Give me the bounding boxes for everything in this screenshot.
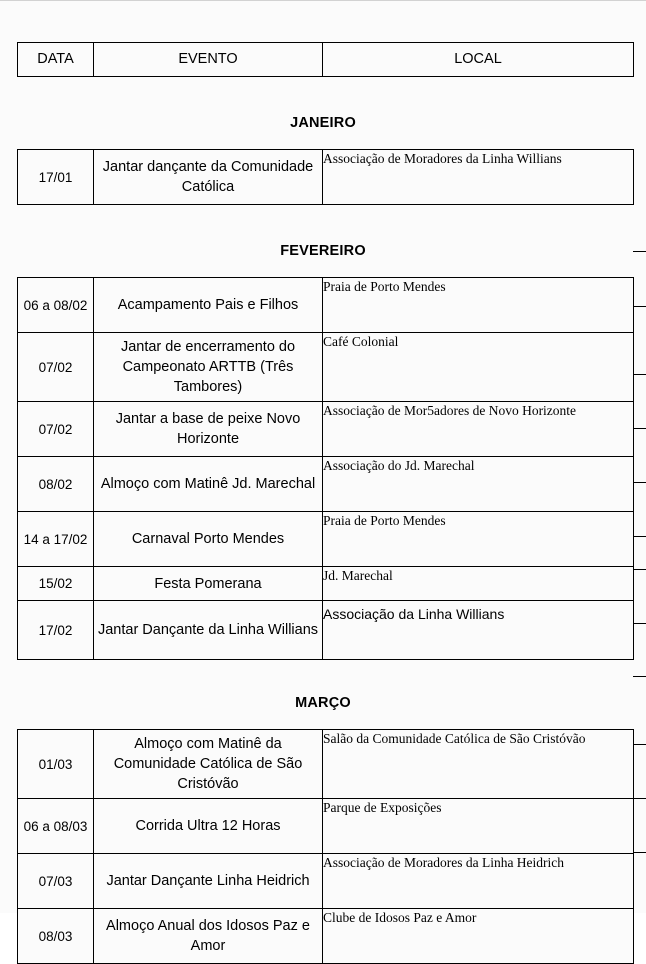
bleed-rule	[633, 569, 646, 570]
janeiro-title-spacer	[0, 131, 646, 149]
month-heading-janeiro: JANEIRO	[290, 115, 356, 131]
cell-date: 15/02	[18, 567, 94, 601]
bleed-rule	[633, 676, 646, 677]
cell-date: 06 a 08/03	[18, 799, 94, 854]
cell-date: 07/02	[18, 333, 94, 402]
cell-event: Jantar de encerramento do Campeonato ARTTB (Três Tambores)	[94, 333, 323, 402]
table-row	[18, 799, 634, 854]
table-row	[18, 909, 634, 964]
cell-event: Almoço com Matinê da Comunidade Católica de São Cristóvão	[94, 730, 323, 799]
bleed-rule	[633, 374, 646, 375]
bleed-rule	[633, 744, 646, 745]
table-row	[18, 402, 634, 457]
cell-date: 01/03	[18, 730, 94, 799]
cell-local: Parque de Exposições	[323, 799, 634, 854]
fevereiro-title-spacer	[0, 259, 646, 277]
fevereiro-marco-spacer	[0, 660, 646, 695]
month-table-marco	[17, 729, 634, 964]
table-row	[18, 150, 634, 205]
cell-date: 17/01	[18, 150, 94, 205]
bleed-rule	[633, 251, 646, 252]
bleed-rule	[633, 623, 646, 624]
cell-date: 06 a 08/02	[18, 278, 94, 333]
cell-date: 08/02	[18, 457, 94, 512]
table-row	[18, 854, 634, 909]
marco-title-spacer	[0, 711, 646, 729]
table-row	[18, 278, 634, 333]
cell-local: Salão da Comunidade Católica de São Cristóvão	[323, 730, 634, 799]
month-table-fevereiro	[17, 277, 634, 660]
cell-local: Associação de Mor5adores de Novo Horizonte	[323, 402, 634, 457]
bleed-rule	[633, 798, 646, 799]
janeiro-fevereiro-spacer	[0, 205, 646, 243]
cell-local: Associação do Jd. Marechal	[323, 457, 634, 512]
cell-event: Festa Pomerana	[94, 567, 323, 601]
cell-date: 08/03	[18, 909, 94, 964]
cell-event: Jantar a base de peixe Novo Horizonte	[94, 402, 323, 457]
month-heading-marco: MARÇO	[295, 695, 351, 711]
column-header-local: LOCAL	[323, 43, 634, 77]
cell-local: Associação de Moradores da Linha Willians	[323, 150, 634, 205]
month-heading-fevereiro: FEVEREIRO	[280, 243, 366, 259]
month-table-janeiro	[17, 149, 634, 205]
column-header-table	[17, 42, 634, 77]
cell-date: 07/02	[18, 402, 94, 457]
cell-event: Jantar Dançante Linha Heidrich	[94, 854, 323, 909]
column-header-evento: EVENTO	[94, 43, 323, 77]
table-row	[18, 567, 634, 601]
column-header-data: DATA	[18, 43, 94, 77]
bleed-rule	[633, 306, 646, 307]
cell-event: Jantar dançante da Comunidade Católica	[94, 150, 323, 205]
cell-event: Acampamento Pais e Filhos	[94, 278, 323, 333]
table-row	[18, 730, 634, 799]
cell-event: Almoço Anual dos Idosos Paz e Amor	[94, 909, 323, 964]
bleed-rule	[633, 852, 646, 853]
table-row	[18, 512, 634, 567]
table-header-row	[18, 43, 634, 77]
cell-local: Praia de Porto Mendes	[323, 278, 634, 333]
table-row	[18, 601, 634, 660]
cell-date: 07/03	[18, 854, 94, 909]
bleed-rule	[633, 536, 646, 537]
cell-local: Praia de Porto Mendes	[323, 512, 634, 567]
cell-local: Jd. Marechal	[323, 567, 634, 601]
cell-event: Carnaval Porto Mendes	[94, 512, 323, 567]
table-row	[18, 333, 634, 402]
top-spacer	[0, 0, 646, 42]
cell-event: Jantar Dançante da Linha Willians	[94, 601, 323, 660]
cell-local: Café Colonial	[323, 333, 634, 402]
cell-event: Almoço com Matinê Jd. Marechal	[94, 457, 323, 512]
cell-date: 14 a 17/02	[18, 512, 94, 567]
cell-date: 17/02	[18, 601, 94, 660]
header-january-spacer	[0, 77, 646, 115]
cell-local: Associação da Linha Willians	[323, 601, 634, 660]
cell-event: Corrida Ultra 12 Horas	[94, 799, 323, 854]
cell-local: Associação de Moradores da Linha Heidrich	[323, 854, 634, 909]
bleed-rule	[633, 428, 646, 429]
cell-local: Clube de Idosos Paz e Amor	[323, 909, 634, 964]
bleed-rule	[633, 482, 646, 483]
table-row	[18, 457, 634, 512]
